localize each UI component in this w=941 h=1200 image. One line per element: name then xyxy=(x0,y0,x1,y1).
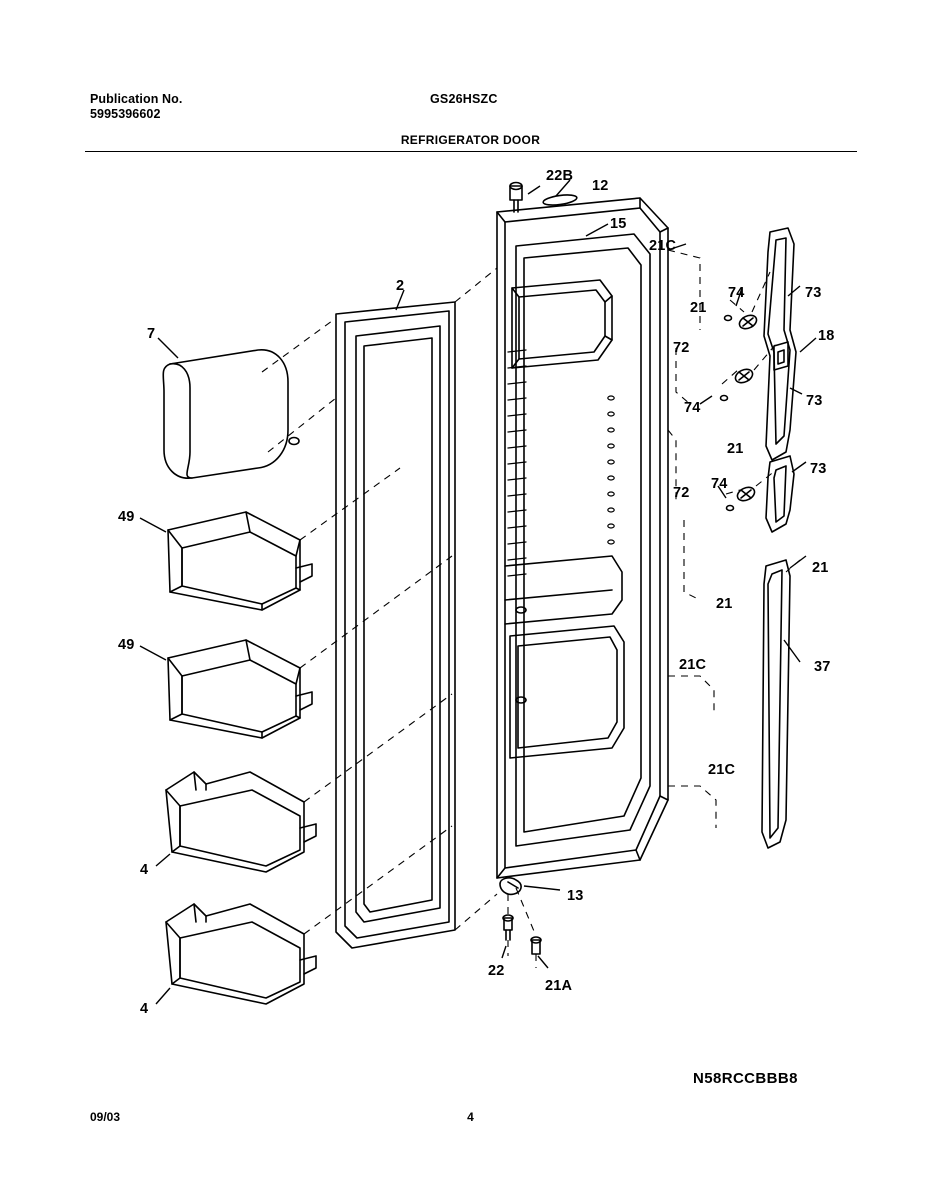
callout-49: 49 xyxy=(118,637,135,653)
publication-number: 5995396602 xyxy=(90,107,161,121)
callout-21c: 21C xyxy=(679,657,707,673)
section-title: REFRIGERATOR DOOR xyxy=(400,133,541,147)
callout-21: 21 xyxy=(690,300,707,316)
callout-18: 18 xyxy=(818,328,835,344)
callout-15: 15 xyxy=(610,216,627,232)
callout-21c: 21C xyxy=(708,762,736,778)
callout-74: 74 xyxy=(728,285,745,301)
callout-73: 73 xyxy=(806,393,823,409)
callout-74: 74 xyxy=(711,476,728,492)
publication-label: Publication No. xyxy=(90,92,183,106)
diagram-code: N58RCCBBB8 xyxy=(693,1070,798,1087)
footer-page-number: 4 xyxy=(467,1110,474,1124)
callout-21: 21 xyxy=(727,441,744,457)
callout-73: 73 xyxy=(810,461,827,477)
callout-4: 4 xyxy=(140,862,149,878)
footer-date: 09/03 xyxy=(90,1110,121,1124)
callout-12: 12 xyxy=(592,178,609,194)
callout-2: 2 xyxy=(396,278,405,294)
callout-21a: 21A xyxy=(545,978,573,994)
callout-72: 72 xyxy=(673,340,690,356)
callout-22: 22 xyxy=(488,963,505,979)
model-number: GS26HSZC xyxy=(430,92,498,106)
callout-7: 7 xyxy=(147,326,156,342)
callout-13: 13 xyxy=(567,888,584,904)
callout-21c: 21C xyxy=(649,238,677,254)
callout-4: 4 xyxy=(140,1001,149,1017)
callout-73: 73 xyxy=(805,285,822,301)
callout-74: 74 xyxy=(684,400,701,416)
callout-21: 21 xyxy=(812,560,829,576)
callout-37: 37 xyxy=(814,659,831,675)
callout-72: 72 xyxy=(673,485,690,501)
callout-21: 21 xyxy=(716,596,733,612)
callout-22b: 22B xyxy=(546,168,574,184)
callout-49: 49 xyxy=(118,509,135,525)
